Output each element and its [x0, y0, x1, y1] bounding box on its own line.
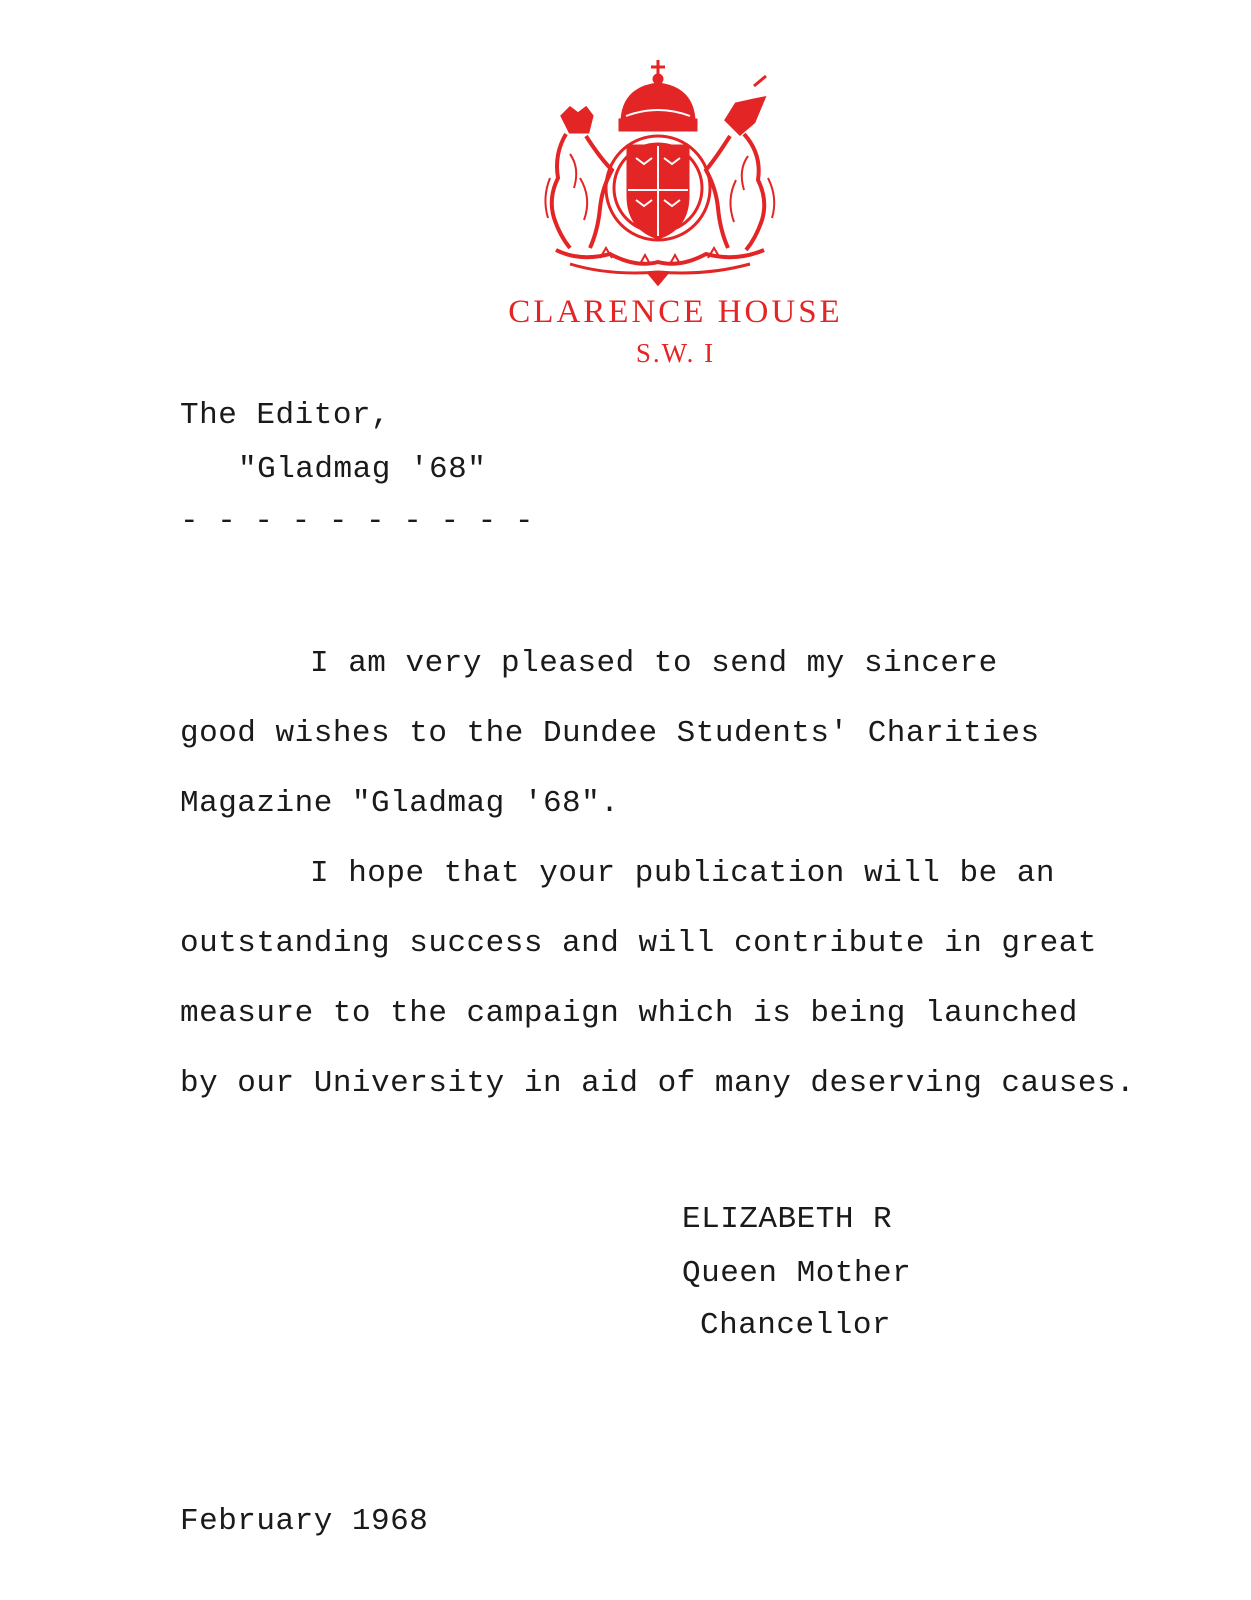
body-line: I am very pleased to send my sincere [310, 646, 998, 681]
body-line: measure to the campaign which is being launched [180, 996, 1078, 1031]
signatory-title: Queen Mother [682, 1256, 912, 1291]
body-line: Magazine "Gladmag '68". [180, 786, 620, 821]
body-line: by our University in aid of many deserving causes. [180, 1066, 1136, 1101]
letterhead-address: S.W. I [635, 338, 716, 368]
letterhead-name: CLARENCE HOUSE [508, 294, 843, 330]
letter-date: February 1968 [180, 1504, 429, 1539]
body-line: outstanding success and will contribute in great [180, 926, 1097, 961]
body-line: good wishes to the Dundee Students' Charities [180, 716, 1040, 751]
body-line: I hope that your publication will be an [310, 856, 1056, 891]
signatory-role: Chancellor [700, 1308, 892, 1343]
signatory-name: ELIZABETH R [682, 1202, 893, 1237]
magazine-name: "Gladmag '68" [238, 452, 487, 487]
addressee-line: The Editor, [180, 398, 391, 433]
dashed-rule: - - - - - - - - - - [180, 504, 534, 539]
royal-crest-icon [540, 58, 780, 286]
